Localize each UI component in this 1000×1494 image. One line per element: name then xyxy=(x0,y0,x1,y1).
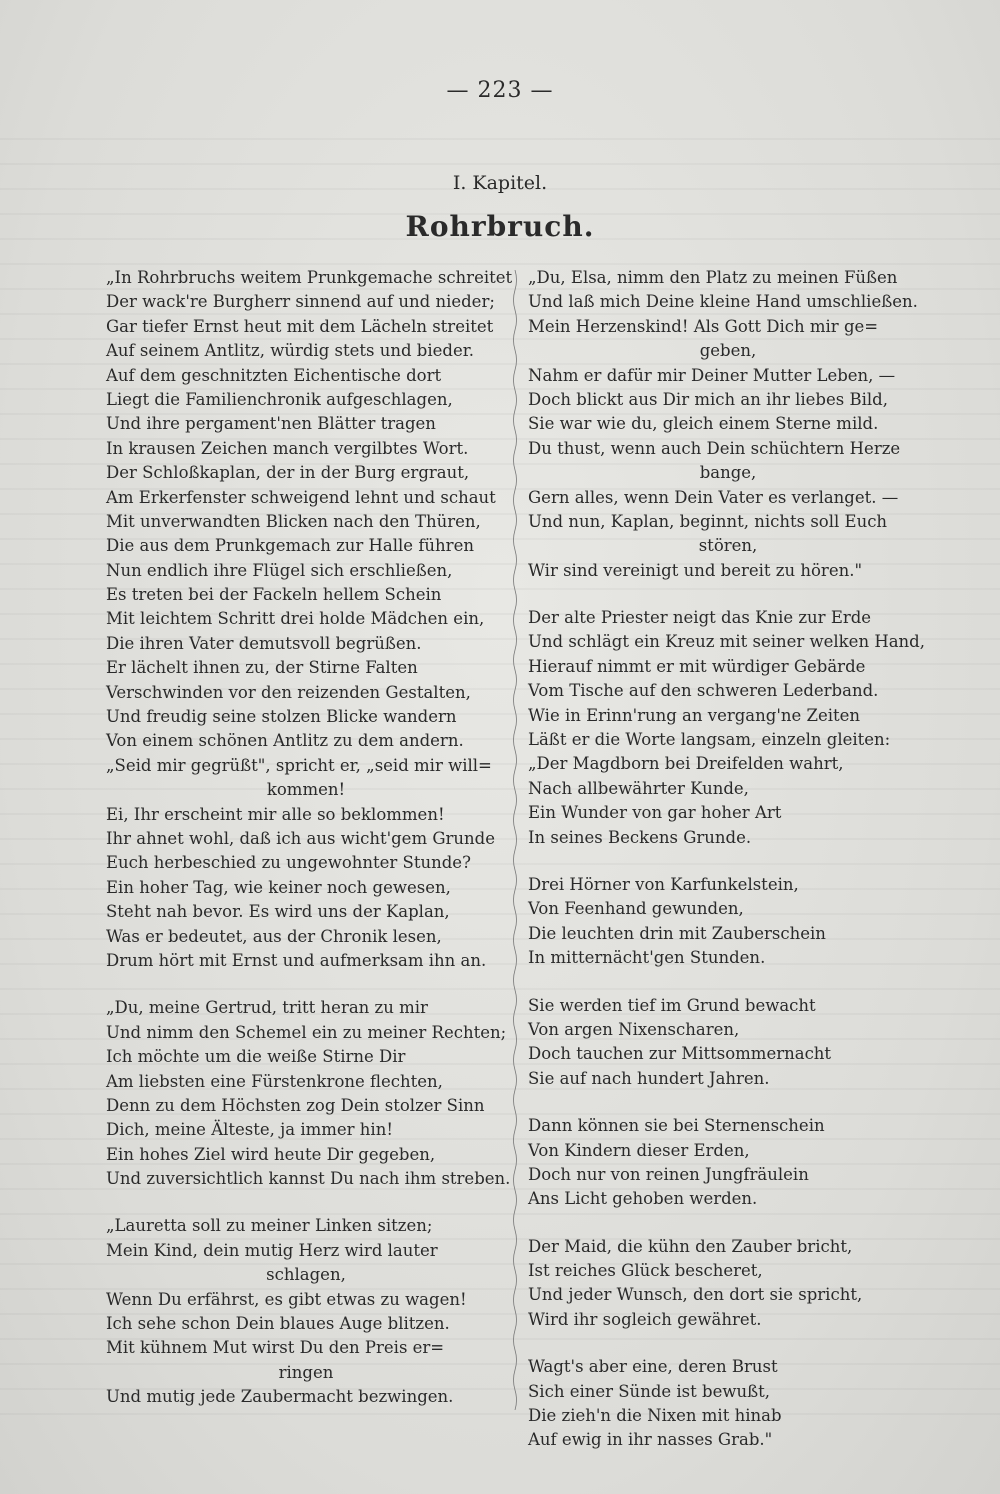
verse-line: Es treten bei der Fackeln hellem Schein xyxy=(106,585,442,605)
verse-line: Und freudig seine stolzen Blicke wandern xyxy=(106,707,457,727)
verse-line: Doch tauchen zur Mittsommernacht xyxy=(528,1044,832,1064)
verse-line: Und zuversichtlich kannst Du nach ihm streben. xyxy=(106,1169,511,1189)
verse-line: Mein Herzenskind! Als Gott Dich mir ge= xyxy=(528,316,879,336)
verse-line: Steht nah bevor. Es wird uns der Kaplan, xyxy=(106,902,450,922)
verse-line: Liegt die Familienchronik aufgeschlagen, xyxy=(106,389,453,409)
verse-line: Mit leichtem Schritt drei holde Mädchen ein, xyxy=(106,609,485,629)
verse-line: Und mutig jede Zaubermacht bezwingen. xyxy=(106,1387,454,1407)
stanza-gap xyxy=(106,973,506,996)
verse-line: Wir sind vereinigt und bereit zu hören." xyxy=(528,560,863,580)
verse-line: Wird ihr sogleich gewähret. xyxy=(528,1309,762,1329)
verse-line: Du thust, wenn auch Dein schüchtern Herze xyxy=(528,438,901,458)
verse-line: Nahm er dafür mir Deiner Mutter Leben, — xyxy=(528,365,896,385)
verse-line: Die ihren Vater demutsvoll begrüßen. xyxy=(106,633,422,653)
verse-line: Was er bedeutet, aus der Chronik lesen, xyxy=(106,926,442,946)
verse-line: ringen xyxy=(278,1362,334,1382)
verse-line: Mit unverwandten Blicken nach den Thüren, xyxy=(106,511,481,531)
verse-line: schlagen, xyxy=(266,1265,346,1285)
chapter-heading: I. Kapitel. xyxy=(452,172,548,194)
verse-line: Und laß mich Deine kleine Hand umschließen. xyxy=(528,292,918,312)
verse-line: Von argen Nixenscharen, xyxy=(528,1019,740,1039)
verse-line: Ein hoher Tag, wie keiner noch gewesen, xyxy=(106,877,451,897)
verse-line: Verschwinden vor den reizenden Gestalten, xyxy=(106,682,471,702)
verse-line: Er lächelt ihnen zu, der Stirne Falten xyxy=(106,658,418,678)
stanza-gap xyxy=(106,1191,506,1214)
verse-line: In krausen Zeichen manch vergilbtes Wort. xyxy=(106,438,469,458)
left-column xyxy=(106,266,513,1410)
verse-line: Sie war wie du, gleich einem Sterne mild. xyxy=(528,414,879,434)
verse-line: bange, xyxy=(699,463,757,483)
verse-line: Auf dem geschnitzten Eichentische dort xyxy=(106,365,442,385)
verse-line: kommen! xyxy=(266,780,346,800)
verse-line: „Der Magdborn bei Dreifelden wahrt, xyxy=(528,754,844,774)
verse-line: Denn zu dem Höchsten zog Dein stolzer Sinn xyxy=(106,1095,485,1115)
verse-line: Am Erkerfenster schweigend lehnt und schaut xyxy=(106,487,496,507)
verse-line: „Lauretta soll zu meiner Linken sitzen; xyxy=(106,1216,433,1236)
verse-line: Und jeder Wunsch, den dort sie spricht, xyxy=(528,1285,863,1305)
verse-line: Die leuchten drin mit Zauberschein xyxy=(528,923,826,943)
verse-line: Nun endlich ihre Flügel sich erschließen, xyxy=(106,560,453,580)
verse-line: Ihr ahnet wohl, daß ich aus wicht'gem Grunde xyxy=(106,828,495,848)
verse-line: Vom Tische auf den schweren Lederband. xyxy=(528,681,879,701)
stanza-gap xyxy=(528,971,928,994)
verse-line: Sie auf nach hundert Jahren. xyxy=(528,1068,770,1088)
verse-line: Mein Kind, dein mutig Herz wird lauter xyxy=(106,1240,438,1260)
page-number: — 223 — xyxy=(446,78,554,103)
stanza-gap xyxy=(528,1332,928,1355)
verse-line: Gar tiefer Ernst heut mit dem Lächeln streitet xyxy=(106,316,494,336)
section-title: Rohrbruch. xyxy=(405,210,595,243)
verse-line: Ans Licht gehoben werden. xyxy=(528,1189,758,1209)
verse-line: Wenn Du erfährst, es gibt etwas zu wagen! xyxy=(106,1289,467,1309)
verse-line: Die zieh'n die Nixen mit hinab xyxy=(528,1406,782,1426)
verse-line: Und nun, Kaplan, beginnt, nichts soll Euch xyxy=(528,511,888,531)
verse-line: Hierauf nimmt er mit würdiger Gebärde xyxy=(528,656,866,676)
verse-line: Und ihre pergament'nen Blätter tragen xyxy=(106,414,436,434)
verse-line: Am liebsten eine Fürstenkrone flechten, xyxy=(106,1071,443,1091)
verse-line: Auf ewig in ihr nasses Grab." xyxy=(528,1430,773,1450)
verse-line: Von einem schönen Antlitz zu dem andern. xyxy=(106,731,464,751)
column-divider xyxy=(512,270,518,1410)
verse-line: Auf seinem Antlitz, würdig stets und bieder. xyxy=(106,341,475,361)
verse-line: Mit kühnem Mut wirst Du den Preis er= xyxy=(106,1338,445,1358)
verse-line: stören, xyxy=(698,536,758,556)
verse-line: Der wack're Burgherr sinnend auf und nieder; xyxy=(106,292,495,312)
verse-line: Und nimm den Schemel ein zu meiner Rechten; xyxy=(106,1022,507,1042)
verse-line: In seines Beckens Grunde. xyxy=(528,827,752,847)
stanza-gap xyxy=(528,583,928,606)
verse-line: In mitternächt'gen Stunden. xyxy=(528,948,766,968)
verse-line: Ei, Ihr erscheint mir alle so beklommen! xyxy=(106,804,445,824)
verse-line: Ist reiches Glück bescheret, xyxy=(528,1261,763,1281)
verse-line: Ich sehe schon Dein blaues Auge blitzen. xyxy=(106,1314,450,1334)
verse-line: Ein hohes Ziel wird heute Dir gegeben, xyxy=(106,1144,436,1164)
verse-line: Der Maid, die kühn den Zauber bricht, xyxy=(528,1236,853,1256)
verse-line: Die aus dem Prunkgemach zur Halle führen xyxy=(106,536,474,556)
verse-line: Wagt's aber eine, deren Brust xyxy=(528,1357,778,1377)
verse-line: „Seid mir gegrüßt", spricht er, „seid mir will= xyxy=(106,755,492,775)
verse-line: Von Feenhand gewunden, xyxy=(528,899,744,919)
verse-line: Dich, meine Älteste, ja immer hin! xyxy=(106,1120,393,1140)
verse-line: Dann können sie bei Sternenschein xyxy=(528,1116,825,1136)
verse-line: Läßt er die Worte langsam, einzeln gleiten: xyxy=(528,730,891,750)
stanza-gap xyxy=(528,1212,928,1235)
verse-line: Von Kindern dieser Erden, xyxy=(528,1140,750,1160)
verse-line: Sie werden tief im Grund bewacht xyxy=(528,995,816,1015)
verse-line: Drum hört mit Ernst und aufmerksam ihn an. xyxy=(106,950,487,970)
verse-line: Und schlägt ein Kreuz mit seiner welken Hand, xyxy=(528,632,925,652)
verse-line: Nach allbewährter Kunde, xyxy=(528,778,749,798)
verse-line: „Du, Elsa, nimm den Platz zu meinen Füßen xyxy=(528,268,898,287)
verse-line: Wie in Erinn'rung an vergang'ne Zeiten xyxy=(528,705,861,725)
verse-line: Gern alles, wenn Dein Vater es verlanget. — xyxy=(528,487,899,507)
verse-line: „In Rohrbruchs weitem Prunkgemache schreitet xyxy=(106,268,513,287)
verse-line: Der Schloßkaplan, der in der Burg ergraut, xyxy=(106,463,470,483)
verse-line: Doch blickt aus Dir mich an ihr liebes Bild, xyxy=(528,389,888,409)
verse-line: Der alte Priester neigt das Knie zur Erde xyxy=(528,608,872,628)
verse-line: geben, xyxy=(699,341,757,361)
verse-line: Sich einer Sünde ist bewußt, xyxy=(528,1381,770,1401)
stanza-gap xyxy=(528,1091,928,1114)
verse-line: „Du, meine Gertrud, tritt heran zu mir xyxy=(106,998,428,1018)
verse-line: Ich möchte um die weiße Stirne Dir xyxy=(106,1047,406,1067)
verse-line: Euch herbeschied zu ungewohnter Stunde? xyxy=(106,853,471,873)
verse-line: Doch nur von reinen Jungfräulein xyxy=(528,1164,809,1184)
verse-line: Ein Wunder von gar hoher Art xyxy=(528,803,782,823)
stanza-gap xyxy=(528,850,928,873)
verse-line: Drei Hörner von Karfunkelstein, xyxy=(528,874,799,894)
right-column xyxy=(528,266,928,1453)
